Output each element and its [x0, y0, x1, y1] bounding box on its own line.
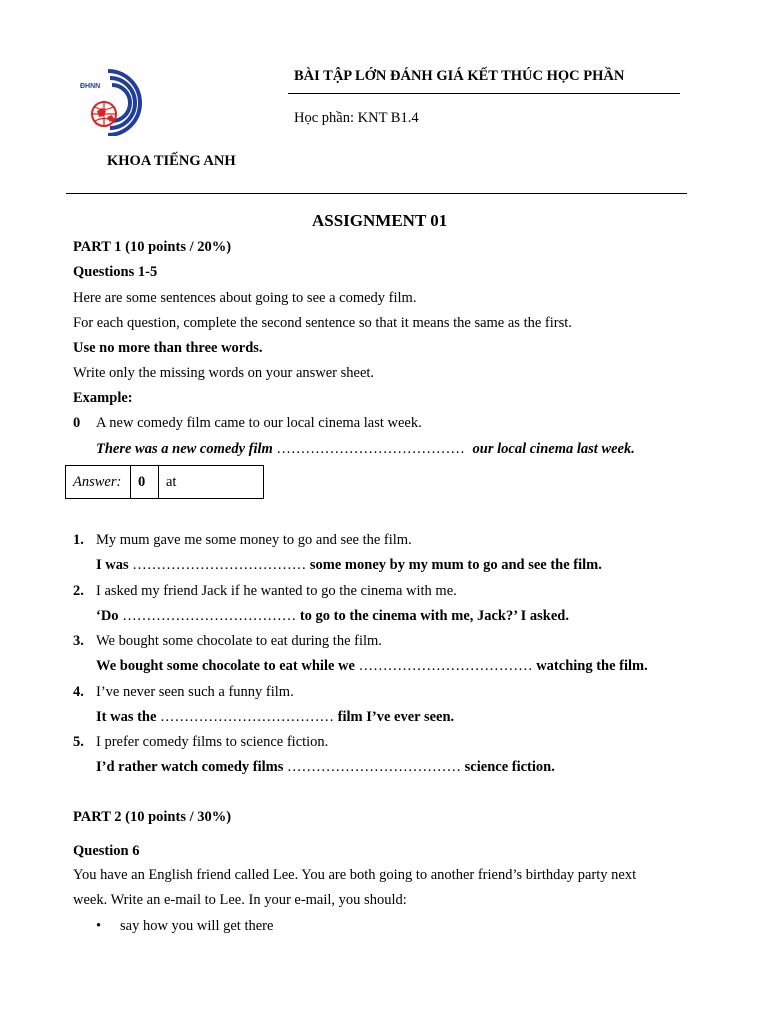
intro-line-2: For each question, complete the second sentence so that it means the same as the first.: [73, 315, 572, 331]
question-2-prompt-row: [96, 608, 569, 625]
logo-text: ĐHNN: [80, 83, 101, 90]
answer-number: 0: [131, 466, 159, 499]
question-number: 4.: [73, 684, 84, 700]
prompt-end: science fiction.: [464, 759, 555, 775]
example-prompt-start: There was a new comedy film: [96, 441, 273, 457]
question-number: 5.: [73, 734, 84, 750]
prompt-start: It was the: [96, 709, 157, 725]
answer-blank: ………………………………: [358, 658, 533, 674]
part2-paragraph-line-1: You have an English friend called Lee. You are both going to another friend’s birthday party next: [73, 867, 637, 883]
header-divider: [66, 193, 687, 194]
example-sentence: A new comedy film came to our local cinema last week.: [96, 415, 422, 431]
question-sentence: We bought some chocolate to eat during the film.: [96, 633, 382, 649]
example-answer-box: [65, 465, 264, 499]
question-number: 2.: [73, 583, 84, 599]
university-logo-graphic: [80, 68, 150, 136]
example-blank: …………………………………: [276, 441, 465, 457]
question-number: 1.: [73, 532, 84, 548]
question-6-heading: Question 6: [73, 843, 140, 859]
question-4-sentence-row: [73, 684, 294, 701]
title-underline: [288, 93, 680, 94]
question-1-sentence-row: [73, 532, 412, 549]
bullet-icon: •: [96, 918, 102, 934]
answer-blank: ………………………………: [287, 759, 462, 775]
answer-blank: ………………………………: [122, 608, 297, 624]
question-3-prompt-row: [96, 658, 648, 675]
prompt-start: I’d rather watch comedy films: [96, 759, 284, 775]
answer-blank: ………………………………: [132, 557, 307, 573]
prompt-end: watching the film.: [536, 658, 648, 674]
document-title: BÀI TẬP LỚN ĐÁNH GIÁ KẾT THÚC HỌC PHẦN: [294, 68, 625, 84]
answer-label: Answer:: [66, 466, 131, 499]
question-number: 3.: [73, 633, 84, 649]
bullet-list-item: [96, 918, 273, 935]
question-sentence: I prefer comedy films to science fiction.: [96, 734, 329, 750]
question-sentence: I asked my friend Jack if he wanted to go the cinema with me.: [96, 583, 457, 599]
part2-heading: PART 2 (10 points / 30%): [73, 809, 232, 825]
example-label: Example:: [73, 390, 133, 406]
question-sentence: My mum gave me some money to go and see the film.: [96, 532, 412, 548]
university-logo: [80, 68, 150, 136]
prompt-start: ‘Do: [96, 608, 119, 624]
intro-line-1: Here are some sentences about going to see a comedy film.: [73, 290, 417, 306]
question-1-prompt-row: [96, 557, 602, 574]
questions-heading: Questions 1-5: [73, 264, 158, 280]
part2-paragraph-line-2: week. Write an e-mail to Lee. In your e-mail, you should:: [73, 892, 407, 908]
example-number: 0: [73, 415, 81, 431]
question-sentence: I’ve never seen such a funny film.: [96, 684, 294, 700]
question-3-sentence-row: [73, 633, 382, 650]
prompt-end: to go to the cinema with me, Jack?’ I asked.: [299, 608, 569, 624]
answer-blank: ………………………………: [160, 709, 335, 725]
answer-value: at: [159, 466, 264, 499]
example-prompt-end: our local cinema last week.: [472, 441, 635, 457]
prompt-end: film I’ve ever seen.: [337, 709, 455, 725]
question-5-prompt-row: [96, 759, 555, 776]
instruction-answer-sheet: Write only the missing words on your answer sheet.: [73, 365, 375, 381]
part1-heading: PART 1 (10 points / 20%): [73, 239, 232, 255]
prompt-start: We bought some chocolate to eat while we: [96, 658, 355, 674]
course-code: Học phần: KNT B1.4: [294, 110, 419, 126]
question-4-prompt-row: [96, 709, 454, 726]
example-sentence-row: [73, 415, 422, 432]
bullet-text: say how you will get there: [120, 918, 274, 934]
instruction-word-limit: Use no more than three words.: [73, 340, 263, 356]
question-5-sentence-row: [73, 734, 328, 751]
faculty-name: KHOA TIẾNG ANH: [107, 153, 236, 169]
example-prompt-row: [96, 441, 635, 458]
assignment-title: ASSIGNMENT 01: [312, 211, 448, 230]
prompt-start: I was: [96, 557, 129, 573]
question-2-sentence-row: [73, 583, 457, 600]
prompt-end: some money by my mum to go and see the film.: [309, 557, 602, 573]
